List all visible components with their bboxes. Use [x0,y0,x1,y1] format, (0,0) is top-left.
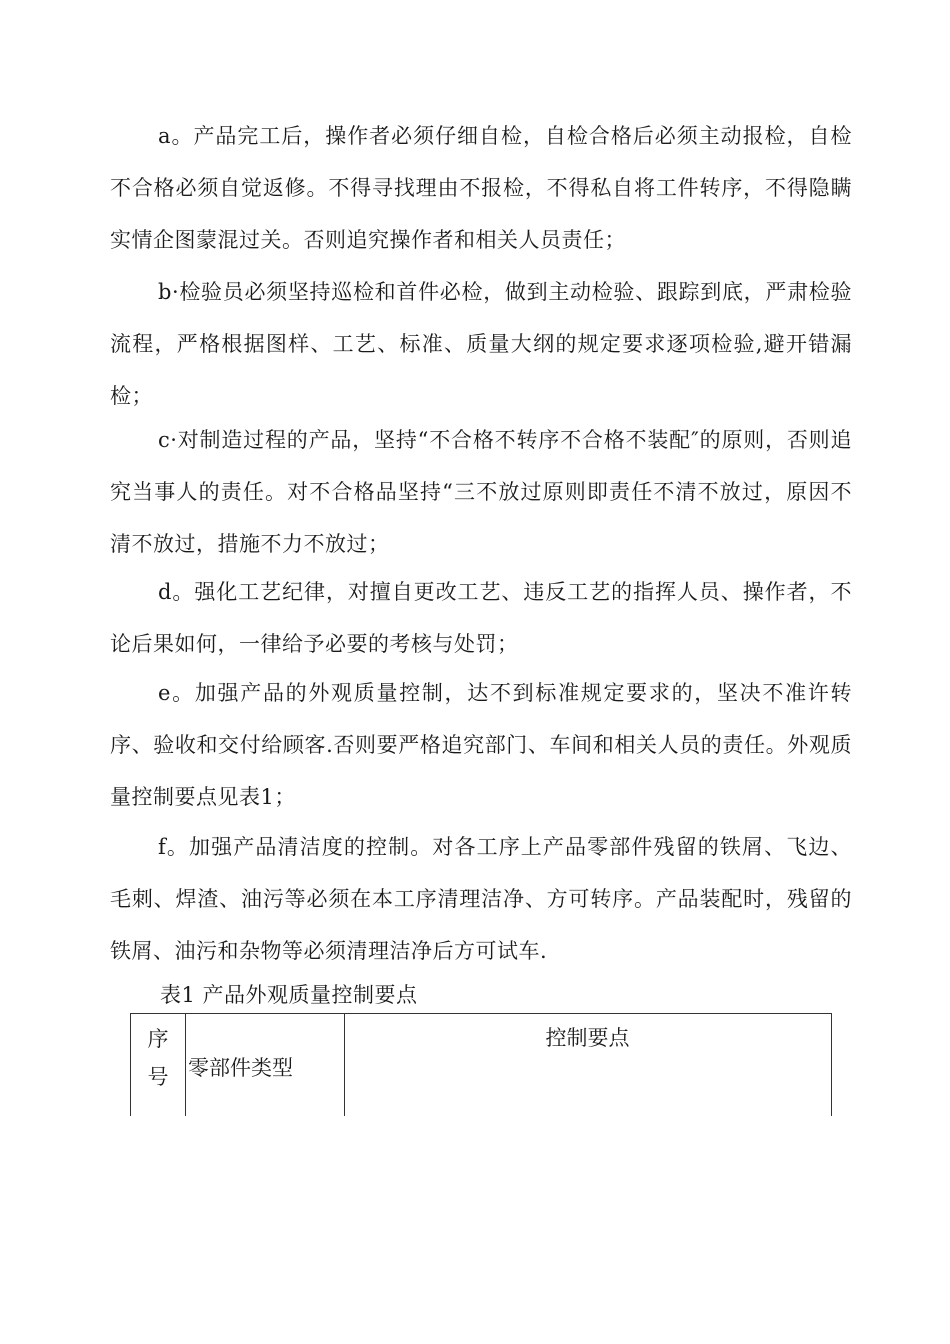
table-caption: 表1 产品外观质量控制要点 [160,983,418,1007]
table-header-part-type: 零部件类型 [188,1056,293,1080]
table-header-control-points: 控制要点 [545,1026,630,1050]
table-header-seq-cell [131,1014,186,1116]
table-header-control-points-cell [345,1014,830,1116]
paragraph-b: b·检验员必须坚持巡检和首件必检，做到主动检验、跟踪到底，严肃检验流程，严格根据图样、工艺、标准、质量大纲的规定要求逐项检验,避开错漏检； [110,280,852,408]
paragraph-f: f。加强产品清洁度的控制。对各工序上产品零部件残留的铁屑、飞边、毛刺、焊渣、油污等必须在本工序清理洁净、方可转序。产品装配时，残留的铁屑、油污和杂物等必须清理洁净后方可试车. [110,835,852,963]
paragraph-c: c·对制造过程的产品，坚持“不合格不转序不合格不装配″的原则，否则追究当事人的责任。对不合格品坚持“三不放过原则即责任不清不放过，原因不清不放过，措施不力不放过； [110,428,852,556]
paragraph-a: a。产品完工后，操作者必须仔细自检，自检合格后必须主动报检，自检不合格必须自觉返修。不得寻找理由不报检，不得私自将工件转序，不得隐瞒实情企图蒙混过关。否则追究操作者和相关人员责任； [110,124,852,252]
table-header-seq: 序 号 [147,1027,169,1089]
table-header-part-type-cell [186,1014,345,1116]
paragraph-d: d。强化工艺纪律，对擅自更改工艺、违反工艺的指挥人员、操作者，不论后果如何，一律给予必要的考核与处罚； [110,580,852,656]
quality-control-table [130,1013,832,1116]
paragraph-e: e。加强产品的外观质量控制，达不到标准规定要求的，坚决不准许转序、验收和交付给顾客.否则要严格追究部门、车间和相关人员的责任。外观质量控制要点见表1； [110,681,852,809]
